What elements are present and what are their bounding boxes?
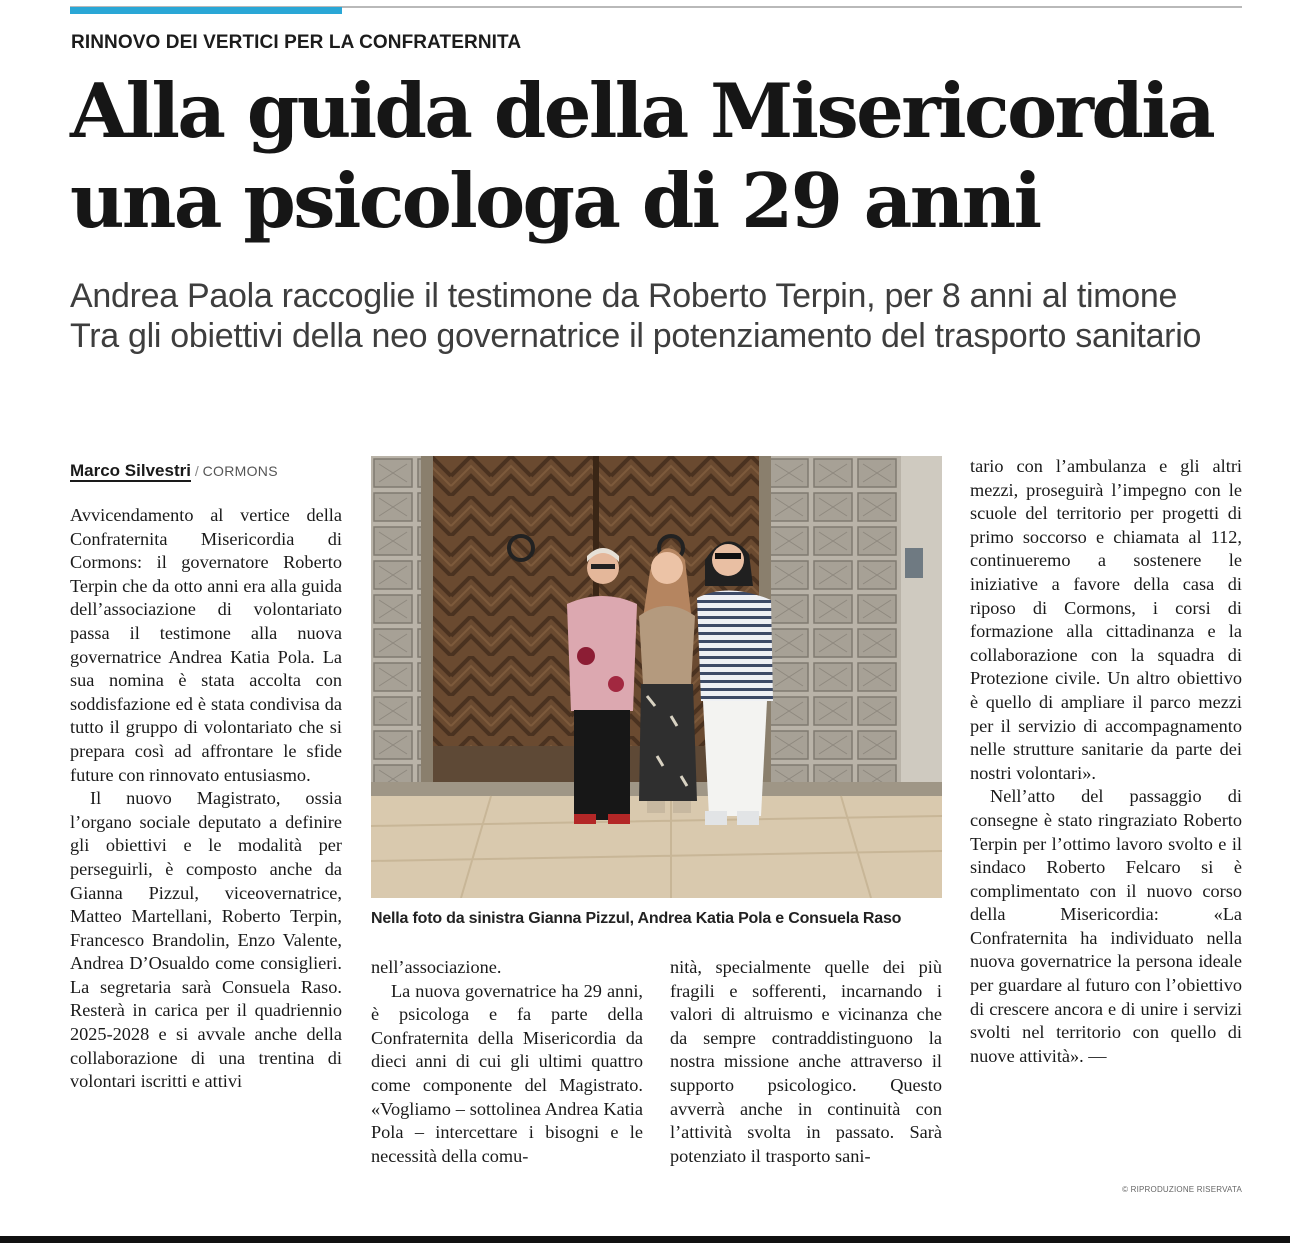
headline (70, 66, 1260, 246)
section-accent-bar (70, 7, 342, 14)
paragraph: Avvicendamento al vertice della Confraternita Misericordia di Cormons: il governatore Roberto Terpin che da otto anni era alla guida dell’associazione di volontariato passa il testimone alla nuova governatrice Andrea Katia Pola. La sua nomina è stata accolta con soddisfazione ed è stata condivisa da tutto il gruppo di volontariato che si prepara così ad affrontare le sfide future con rinnovato entusiasmo. (70, 505, 342, 785)
paragraph: Nell’atto del passaggio di consegne è stato ringraziato Roberto Terpin per l’ottimo lavoro svolto e il sindaco Roberto Felcaro si è complimentato con il nuovo corso della Misericordia: «La Confraternita ha individuato nella nuova governatrice la persona ideale per guardare al futuro con l’obiettivo di crescere ancora e di unire i servizi svolti nel territorio con quello di nuove attività». — (970, 786, 1242, 1066)
subheadline (70, 276, 1270, 356)
headline-line-2: una psicologa di 29 anni (70, 157, 1040, 245)
photo-caption: Nella foto da sinistra Gianna Pizzul, Andrea Katia Pola e Consuela Raso (371, 910, 902, 927)
copyright-notice: © RIPRODUZIONE RISERVATA (1122, 1185, 1242, 1194)
article-column-2 (371, 956, 643, 1168)
paragraph: nità, specialmente quelle dei più fragili e sofferenti, incarnando i valori di altruismo e vicinanza che da sempre contraddistinguono la nostra missione anche attraverso il supporto psicologico. Questo avverrà anche in continuità con l’attività svolta in passato. Sarà potenziato il trasporto sani- (670, 957, 942, 1166)
author-name: Marco Silvestri (70, 461, 191, 480)
paragraph: tario con l’ambulanza e gli altri mezzi, proseguirà l’impegno con le scuole del territorio per progetti di primo soccorso e chiamata al 112, continueremo a sostenere le iniziative a favore della casa di riposo di Cormons, i corsi di formazione alla cittadinanza e la collaborazione con la squadra di Protezione civile. Un altro obiettivo è quello di ampliare il parco mezzi per il servizio di accompagnamento nelle strutture sanitarie da parte dei nostri volontari». (970, 456, 1242, 783)
subheadline-line-2: Tra gli obiettivi della neo governatrice il potenziamento del trasporto sanitario (70, 317, 1202, 355)
article-column-4 (970, 455, 1242, 1068)
article-column-3 (670, 956, 942, 1168)
dateline-location: CORMONS (202, 463, 278, 479)
photo-illustration (371, 456, 942, 898)
kicker: RINNOVO DEI VERTICI PER LA CONFRATERNITA (71, 32, 522, 53)
byline (70, 461, 278, 481)
article-photo (371, 456, 942, 898)
paragraph: Il nuovo Magistrato, ossia l’organo sociale deputato a definire gli obiettivi e le modalità per perseguirli, è composto anche da Gianna Pizzul, viceovernatrice, Matteo Martellani, Roberto Terpin, Francesco Brandolin, Enzo Valente, Andrea D’Osualdo come consiglieri. La segretaria sarà Consuela Raso. Resterà in carica per il quadriennio 2025-2028 e si avvale anche della collaborazione di una trentina di volontari iscritti e attivi (70, 788, 342, 1092)
bottom-border (0, 1236, 1290, 1243)
headline-line-1: Alla guida della Misericordia (70, 67, 1214, 155)
article-column-1 (70, 504, 342, 1094)
paragraph: La nuova governatrice ha 29 anni, è psicologa e fa parte della Confraternita della Misericordia da dieci anni di cui gli ultimi quattro come componente del Magistrato. «Vogliamo – sottolinea Andrea Katia Pola – intercettare i bisogni e le necessità della comu- (371, 980, 643, 1166)
subheadline-line-1: Andrea Paola raccoglie il testimone da Roberto Terpin, per 8 anni al timone (70, 277, 1178, 315)
paragraph: nell’associazione. (371, 957, 502, 977)
byline-separator: / (190, 463, 203, 479)
